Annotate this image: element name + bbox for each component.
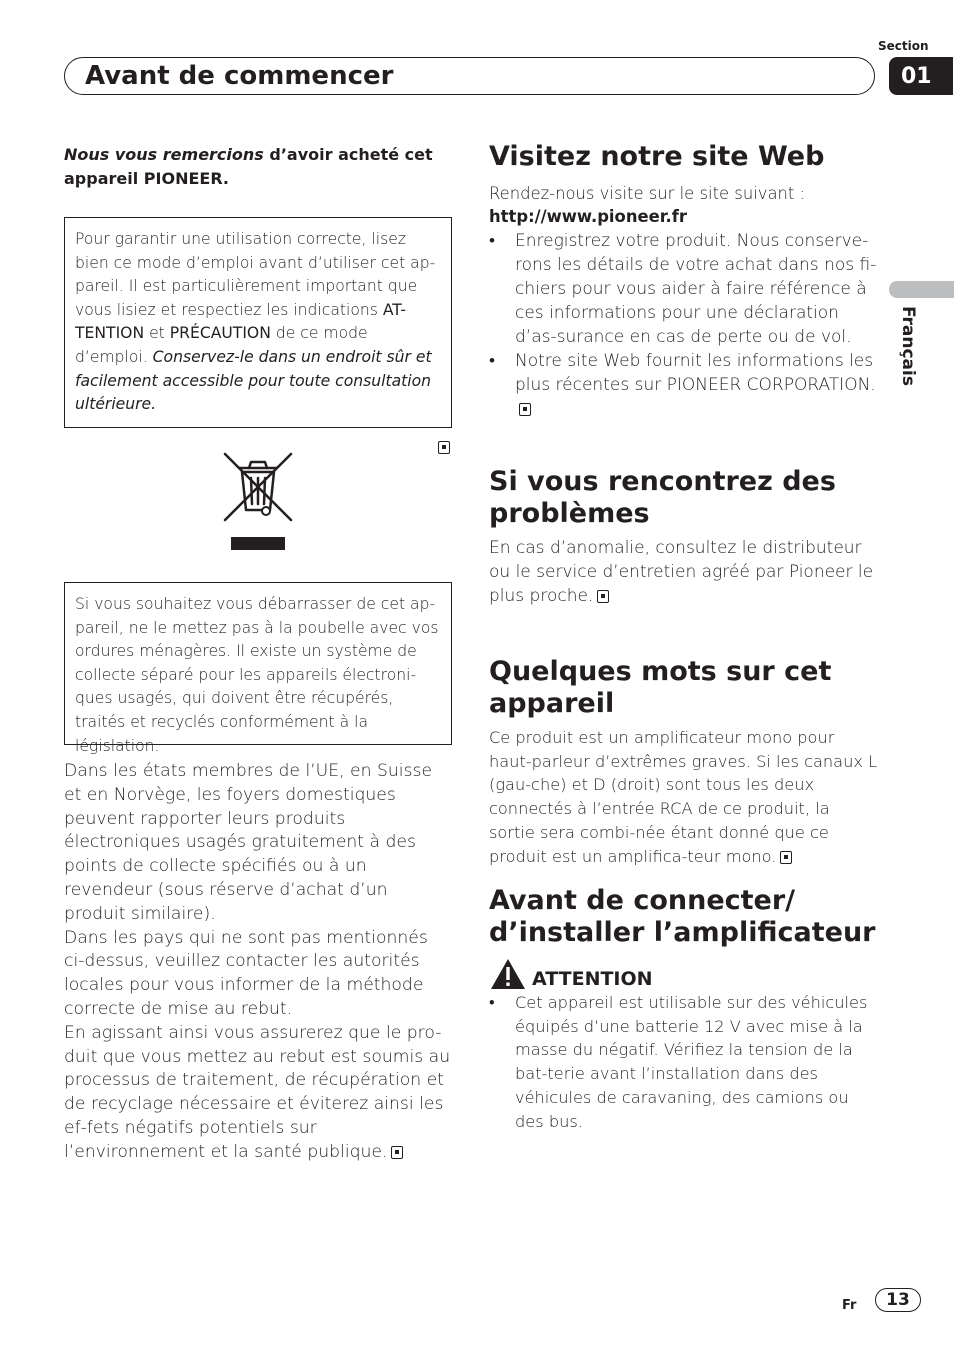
about-section — [489, 656, 879, 868]
attention-ref: AT-TENTION — [75, 300, 407, 343]
problems-section — [489, 466, 879, 608]
web-bullet-1: • Enregistrez votre produit. Nous conserve-rons les détails de votre achat dans nos fi-chiers pour vous aider à faire référence à ces informations pour une déclaration d’as-surance en cas de perte ou de vol. — [489, 229, 879, 349]
intro-text — [64, 143, 452, 191]
install-bullet: • Cet appareil est utilisable sur des véhicules équipés d’une batterie 12 V avec mise à la masse du négatif. Vérifiez la tension de la bat-terie avant l’installation dans des véhicules de caravaning, des camions ou des bus. — [489, 991, 879, 1133]
end-mark-icon — [438, 441, 450, 454]
end-mark-icon — [597, 590, 609, 603]
web-intro: Rendez-nous visite sur le site suivant : — [489, 184, 806, 203]
disposal-para-3-text: En agissant ainsi vous assurerez que le pro-duit que vous mettez au rebut est soumis au processus de traitement, de récupération et de recyclage nécessaire et éviterez ainsi les ef-fets négatifs potentiels sur l’environnement et la santé publique. — [64, 1022, 451, 1162]
language-label: Français — [898, 306, 918, 386]
page-number: 13 — [875, 1288, 921, 1312]
language-tab — [889, 281, 954, 298]
end-mark-icon — [780, 851, 792, 864]
precaution-ref: PRÉCAUTION — [169, 324, 271, 343]
crossed-bin-icon — [221, 450, 295, 524]
intro-rest: d’avoir acheté cet appareil PIONEER. — [64, 145, 433, 188]
about-heading: Quelques mots sur cet appareil — [489, 656, 832, 719]
usage-notice-italic: Conservez-le dans un endroit sûr et facilement accessible pour toute consultation ultérieure. — [75, 347, 432, 414]
web-url[interactable]: http://www.pioneer.fr — [489, 207, 687, 226]
usage-notice-text-a: Pour garantir une utilisation correcte, lisez bien ce mode d’emploi avant d’utiliser cet ap-pareil. Il est particulièrement important que vous lisiez et respectiez les indications — [75, 230, 436, 319]
web-heading: Visitez notre site Web — [489, 141, 825, 172]
about-text-body: Ce produit est un amplificateur mono pour haut-parleur d’extrêmes graves. Si les canaux L (gau-che) et D (droit) sont tous les deux connectés à l’entrée RCA de ce produit, la sortie sera combi-née étant donné que ce produit est un amplifica-teur mono. — [489, 728, 878, 866]
problems-text — [489, 536, 879, 608]
about-text — [489, 726, 879, 868]
usage-notice-box — [64, 217, 452, 428]
web-bullets — [489, 229, 879, 421]
install-heading: Avant de connecter/ d’installer l’amplificateur — [489, 885, 876, 948]
attention-row — [489, 957, 879, 991]
chapter-title: Avant de commencer — [85, 61, 394, 91]
section-label: Section — [878, 39, 929, 53]
web-bullet-2 — [489, 349, 879, 421]
install-bullets — [489, 991, 879, 1133]
disposal-para-2: Dans les pays qui ne sont pas mentionnés ci-dessus, veuillez contacter les autorités locales pour vous informer de la méthode correcte de mise au rebut. — [64, 927, 428, 1019]
web-section — [489, 141, 879, 421]
disposal-body — [64, 760, 452, 1165]
attention-label: ATTENTION — [532, 968, 653, 990]
problems-text-body: En cas d’anomalie, consultez le distributeur ou le service d’entretien agréé par Pioneer le plus proche. — [489, 538, 874, 606]
usage-notice-text-b: de ce mode d’emploi. — [75, 324, 368, 366]
end-mark-icon — [391, 1146, 403, 1159]
install-section — [489, 885, 879, 1133]
footer-language: Fr — [842, 1298, 857, 1313]
disposal-para-1: Dans les états membres de l’UE, en Suisse et en Norvège, les foyers domestiques peuvent rapporter leurs produits électroniques usagés gratuitement à des points de collecte spécifiés ou à un revendeur (sous réserve d’achat d’un produit similaire). — [64, 761, 433, 924]
disposal-bar — [231, 537, 285, 550]
disposal-para-3 — [64, 1022, 452, 1165]
section-number: 01 — [889, 57, 953, 95]
end-mark-icon — [519, 403, 531, 416]
web-bullet-2-text: Notre site Web fournit les informations les plus récentes sur PIONEER CORPORATION. — [515, 351, 876, 395]
disposal-notice-box: Si vous souhaitez vous débarrasser de cet ap-pareil, ne le mettez pas à la poubelle avec vos ordures ménagères. Il existe un système de collecte séparé pour les appareils électroni-ques usagés, qui doivent être récupérés, traités et recyclés conformément à la législation. — [64, 582, 452, 745]
intro-italic: Nous vous remercions — [64, 145, 264, 164]
problems-heading: Si vous rencontrez des problèmes — [489, 466, 836, 529]
warning-triangle-icon — [489, 957, 527, 991]
usage-notice-et: et — [144, 324, 170, 343]
